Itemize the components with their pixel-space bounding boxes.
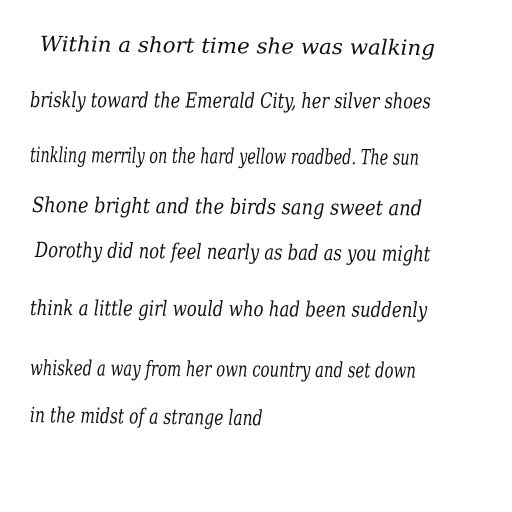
handwriting-line-7: whisked a way from her own country and set down xyxy=(29,356,417,383)
handwriting-line-3: tinkling merrily on the hard yellow roadbed. The sun xyxy=(29,143,420,170)
handwriting-line-2: briskly toward the Emerald City, her silver shoes xyxy=(29,88,431,114)
handwriting-line-8: in the midst of a strange land xyxy=(29,403,263,431)
handwriting-line-4: Shone bright and the birds sang sweet and xyxy=(31,193,423,221)
handwriting-line-6: think a little girl would who had been suddenly xyxy=(29,296,428,323)
handwriting-line-1: Within a short time she was walking xyxy=(39,32,436,61)
handwriting-line-5: Dorothy did not feel nearly as bad as you might xyxy=(34,238,431,267)
